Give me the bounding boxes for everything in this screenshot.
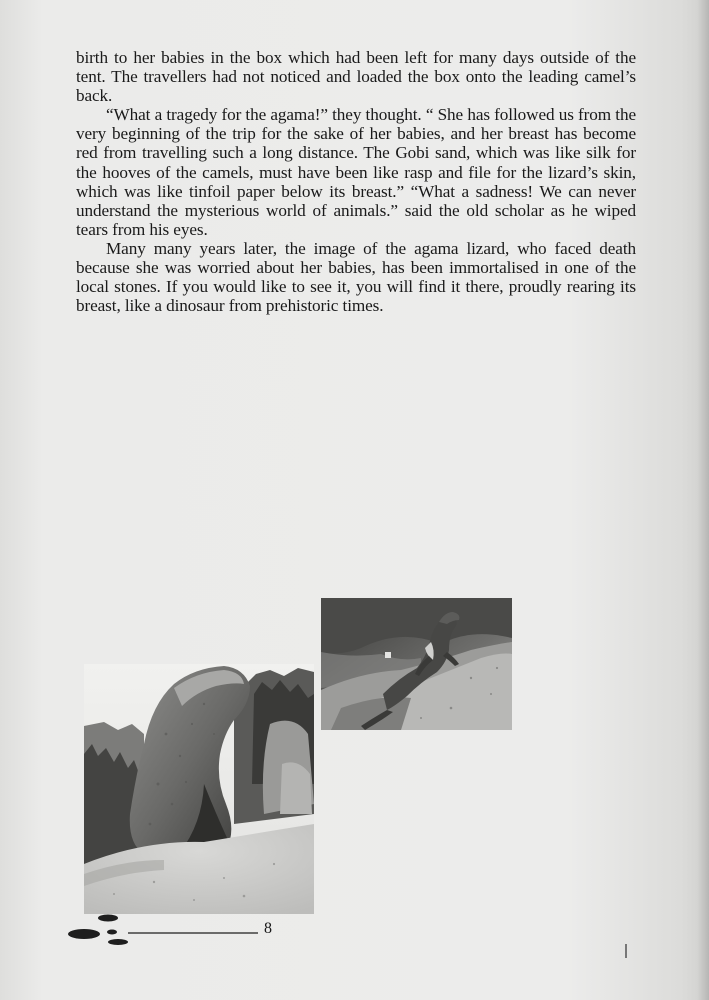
story-text [76, 48, 636, 315]
paragraph-1: birth to her babies in the box which had been left for many days outside of the tent. The travellers had not noticed and loaded the box onto the leading camel’s back. [76, 48, 636, 106]
scan-edge-mark [625, 944, 627, 958]
footer-ornament [66, 912, 266, 948]
paragraph-3: Many many years later, the image of the agama lizard, who faced death because she was worried about her babies, has been immortalised in one of the local stones. If you would like to see it, you will find it there, proudly rearing its breast, like a dinosaur from prehistoric times. [76, 238, 636, 316]
agama-lizard-photo [321, 598, 512, 730]
paragraph-2: “What a tragedy for the agama!” they thought. “ She has followed us from the very beginning of the trip for the sake of her babies, and her breast has become red from travelling such a long distance. The Gobi sand, which was like silk for the hooves of the camels, must have been like rasp and file for the lizard’s skin, which was like tinfoil paper below its breast.” “What a sadness! We can never understand the mysterious world of animals.” said the old scholar as he wiped tears from his eyes. [76, 105, 636, 239]
rock-formation-photo [84, 664, 314, 914]
page-number: 8 [264, 920, 272, 937]
